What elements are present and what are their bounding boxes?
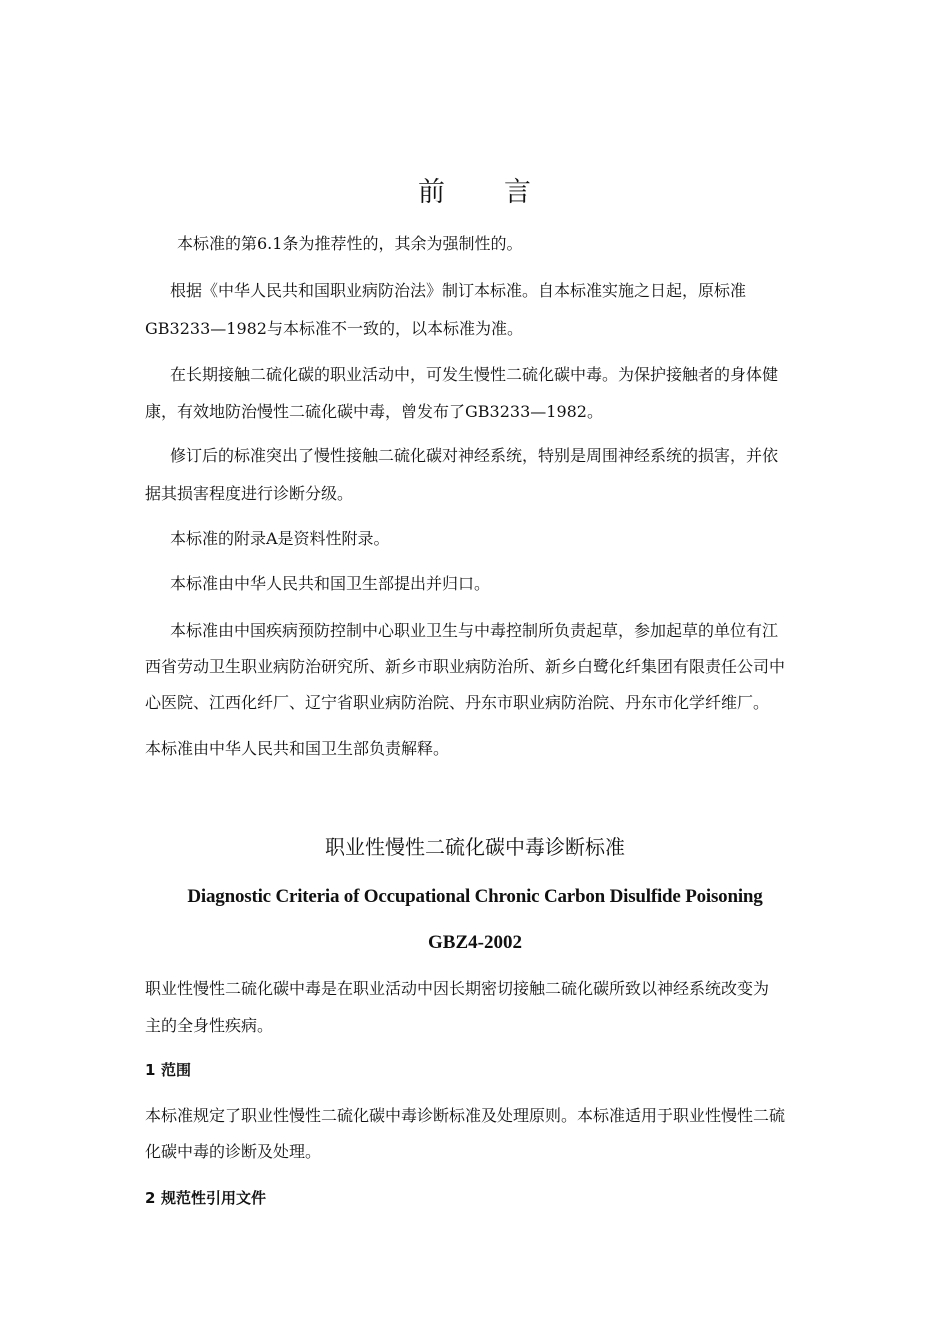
standard-code: GBZ4-2002: [428, 932, 522, 953]
foreword-heading-part1: 前: [418, 177, 446, 208]
section-1-heading: [145, 1059, 191, 1081]
foreword-paragraph-7-line-3: 心医院、江西化纤厂、辽宁省职业病防治院、丹东市职业病防治院、丹东市化学纤维厂。: [145, 693, 770, 712]
foreword-paragraph-7-line-2: 西省劳动卫生职业病防治研究所、新乡市职业病防治所、新乡白鹭化纤集团有限责任公司中: [145, 657, 786, 676]
foreword-paragraph-2-line-1: 根据《中华人民共和国职业病防治法》制订本标准。自本标准实施之日起，原标准: [170, 281, 747, 300]
section-1-number: 1: [145, 1061, 156, 1079]
section-1-title: 范围: [161, 1061, 192, 1079]
standard-intro-line-1: 职业性慢性二硫化碳中毒是在职业活动中因长期密切接触二硫化碳所致以神经系统改变为: [145, 979, 770, 998]
section-1-text-line-2: 化碳中毒的诊断及处理。: [145, 1142, 322, 1161]
foreword-paragraph-8: 本标准由中华人民共和国卫生部负责解释。: [145, 739, 450, 758]
foreword-paragraph-1: 本标准的第6.1条为推荐性的，其余为强制性的。: [177, 234, 523, 253]
foreword-paragraph-5: 本标准的附录A是资料性附录。: [170, 529, 390, 548]
section-2-number: 2: [145, 1189, 156, 1207]
foreword-paragraph-6: 本标准由中华人民共和国卫生部提出并归口。: [170, 574, 491, 593]
foreword-paragraph-4-line-1: 修订后的标准突出了慢性接触二硫化碳对神经系统，特别是周围神经系统的损害，并依: [170, 446, 779, 465]
section-1-text-line-1: 本标准规定了职业性慢性二硫化碳中毒诊断标准及处理原则。本标准适用于职业性慢性二硫: [145, 1106, 786, 1125]
foreword-paragraph-2-line-2: GB3233—1982与本标准不一致的，以本标准为准。: [145, 319, 523, 338]
standard-intro-line-2: 主的全身性疾病。: [145, 1016, 274, 1035]
section-2-title: 规范性引用文件: [161, 1189, 267, 1207]
foreword-paragraph-4-line-2: 据其损害程度进行诊断分级。: [145, 484, 354, 503]
foreword-paragraph-3-line-1: 在长期接触二硫化碳的职业活动中，可发生慢性二硫化碳中毒。为保护接触者的身体健: [170, 365, 779, 384]
foreword-heading: [0, 176, 950, 210]
standard-title-english: Diagnostic Criteria of Occupational Chronic Carbon Disulfide Poisoning: [187, 886, 763, 907]
foreword-paragraph-7-line-1: 本标准由中国疾病预防控制中心职业卫生与中毒控制所负责起草，参加起草的单位有江: [170, 621, 779, 640]
standard-title-chinese: 职业性慢性二硫化碳中毒诊断标准: [325, 835, 625, 859]
foreword-heading-part2: 言: [504, 177, 532, 208]
section-2-heading: [145, 1187, 266, 1209]
foreword-paragraph-3-line-2: 康，有效地防治慢性二硫化碳中毒，曾发布了GB3233—1982。: [145, 402, 603, 421]
